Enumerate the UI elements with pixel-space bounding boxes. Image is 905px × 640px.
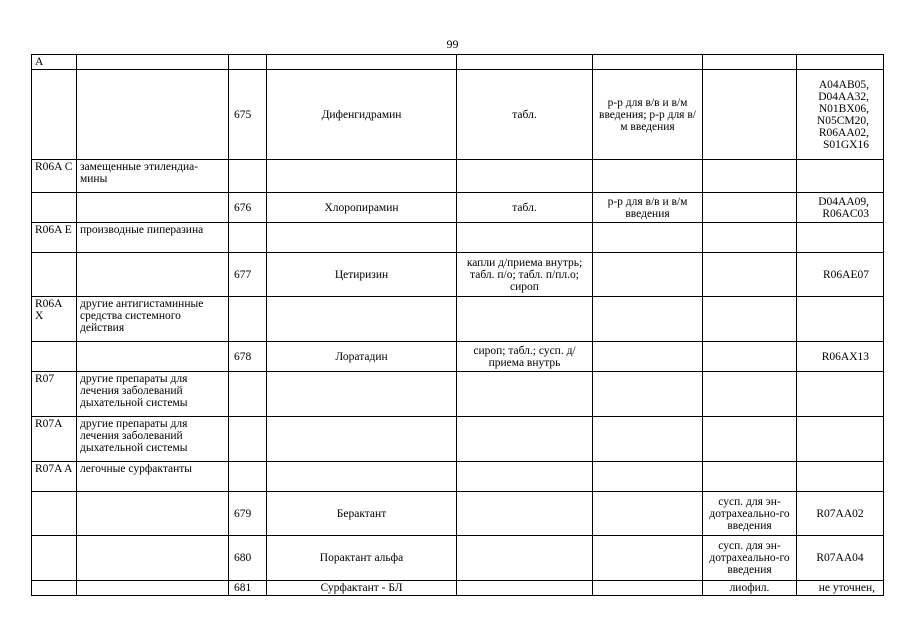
atc-code: R06AE07 xyxy=(797,253,884,297)
table-row xyxy=(32,297,884,342)
dosage-form-outpatient: сироп; табл.; сусп. д/приема внутрь xyxy=(457,342,593,372)
dosage-form-inpatient xyxy=(593,160,703,193)
dosage-form-special xyxy=(703,342,797,372)
dosage-form-outpatient xyxy=(457,417,593,462)
atc-group-code xyxy=(32,342,77,372)
dosage-form-outpatient xyxy=(457,297,593,342)
dosage-form-inpatient xyxy=(593,55,703,70)
dosage-form-outpatient: капли д/приема внутрь; табл. п/о; табл. п/пл.о; сироп xyxy=(457,253,593,297)
atc-group-code xyxy=(32,253,77,297)
drug-name xyxy=(267,160,457,193)
dosage-form-inpatient xyxy=(593,492,703,536)
dosage-form-inpatient xyxy=(593,223,703,253)
drug-name: Берактант xyxy=(267,492,457,536)
atc-code: A04AB05, D04AA32, N01BX06, N05CM20, R06AA02, S01GX16 xyxy=(797,70,884,160)
item-number: 678 xyxy=(229,342,267,372)
item-number: 679 xyxy=(229,492,267,536)
table-row xyxy=(32,70,884,160)
item-number: 675 xyxy=(229,70,267,160)
dosage-form-special xyxy=(703,55,797,70)
dosage-form-outpatient xyxy=(457,55,593,70)
table-row xyxy=(32,536,884,581)
dosage-form-special xyxy=(703,297,797,342)
table-row xyxy=(32,462,884,492)
table-row xyxy=(32,193,884,223)
table-row xyxy=(32,581,884,596)
dosage-form-inpatient xyxy=(593,253,703,297)
atc-group-code: R07A xyxy=(32,417,77,462)
drug-name xyxy=(267,417,457,462)
atc-code xyxy=(797,160,884,193)
atc-group-code xyxy=(32,492,77,536)
atc-group-code xyxy=(32,193,77,223)
atc-group-name: другие препараты для лечения заболеваний дыхательной системы xyxy=(77,372,229,417)
dosage-form-outpatient xyxy=(457,372,593,417)
dosage-form-inpatient xyxy=(593,372,703,417)
atc-group-code: R06A X xyxy=(32,297,77,342)
atc-code: R07AA04 xyxy=(797,536,884,581)
item-number xyxy=(229,297,267,342)
atc-group-name: другие препараты для лечения заболеваний дыхательной системы xyxy=(77,417,229,462)
atc-group-name xyxy=(77,70,229,160)
table-row xyxy=(32,55,884,70)
drug-name xyxy=(267,223,457,253)
atc-code xyxy=(797,55,884,70)
drug-name xyxy=(267,55,457,70)
item-number xyxy=(229,372,267,417)
item-number xyxy=(229,417,267,462)
dosage-form-special xyxy=(703,223,797,253)
dosage-form-outpatient xyxy=(457,492,593,536)
atc-code xyxy=(797,223,884,253)
dosage-form-special xyxy=(703,462,797,492)
atc-code xyxy=(797,372,884,417)
atc-code xyxy=(797,462,884,492)
drug-name xyxy=(267,462,457,492)
dosage-form-special xyxy=(703,70,797,160)
dosage-form-inpatient xyxy=(593,581,703,596)
dosage-form-outpatient xyxy=(457,536,593,581)
table-row xyxy=(32,160,884,193)
atc-group-name xyxy=(77,342,229,372)
page-number: 99 xyxy=(446,37,459,51)
table-row xyxy=(32,417,884,462)
dosage-form-inpatient xyxy=(593,342,703,372)
atc-code: D04AA09, R06AC03 xyxy=(797,193,884,223)
dosage-form-special: лиофил. xyxy=(703,581,797,596)
item-number xyxy=(229,55,267,70)
dosage-form-special: сусп. для эн-дотрахеально-го введения xyxy=(703,492,797,536)
item-number xyxy=(229,462,267,492)
atc-group-name: легочные сурфактанты xyxy=(77,462,229,492)
dosage-form-outpatient: табл. xyxy=(457,70,593,160)
dosage-form-special xyxy=(703,160,797,193)
atc-group-name xyxy=(77,253,229,297)
drug-name: Сурфактант - БЛ xyxy=(267,581,457,596)
atc-group-code xyxy=(32,581,77,596)
atc-group-code: R06A E xyxy=(32,223,77,253)
atc-group-code: R06A C xyxy=(32,160,77,193)
atc-group-name: другие антигистаминные средства системного действия xyxy=(77,297,229,342)
item-number xyxy=(229,160,267,193)
atc-group-name: производные пиперазина xyxy=(77,223,229,253)
dosage-form-inpatient xyxy=(593,536,703,581)
atc-group-name xyxy=(77,193,229,223)
item-number: 676 xyxy=(229,193,267,223)
atc-group-code xyxy=(32,536,77,581)
atc-code: R07AA02 xyxy=(797,492,884,536)
item-number: 677 xyxy=(229,253,267,297)
table-row xyxy=(32,372,884,417)
atc-code xyxy=(797,297,884,342)
dosage-form-inpatient xyxy=(593,462,703,492)
dosage-form-inpatient xyxy=(593,297,703,342)
atc-group-code: А xyxy=(32,55,77,70)
dosage-form-outpatient xyxy=(457,581,593,596)
drug-name: Порактант альфа xyxy=(267,536,457,581)
dosage-form-outpatient: табл. xyxy=(457,193,593,223)
table-row xyxy=(32,342,884,372)
atc-group-code xyxy=(32,70,77,160)
dosage-form-outpatient xyxy=(457,160,593,193)
item-number: 681 xyxy=(229,581,267,596)
atc-group-name xyxy=(77,492,229,536)
drug-name xyxy=(267,297,457,342)
item-number: 680 xyxy=(229,536,267,581)
drug-name: Дифенгидрамин xyxy=(267,70,457,160)
item-number xyxy=(229,223,267,253)
dosage-form-outpatient xyxy=(457,223,593,253)
atc-group-name: замещенные этилендиа-мины xyxy=(77,160,229,193)
drug-name xyxy=(267,372,457,417)
dosage-form-special: сусп. для эн-дотрахеально-го введения xyxy=(703,536,797,581)
atc-group-name xyxy=(77,581,229,596)
drug-name: Лоратадин xyxy=(267,342,457,372)
atc-group-name xyxy=(77,55,229,70)
drug-name: Хлоропирамин xyxy=(267,193,457,223)
atc-code: не уточнен, xyxy=(797,581,884,596)
atc-group-name xyxy=(77,536,229,581)
table-row xyxy=(32,253,884,297)
dosage-form-special xyxy=(703,417,797,462)
table-row xyxy=(32,223,884,253)
atc-group-code: R07 xyxy=(32,372,77,417)
dosage-form-special xyxy=(703,253,797,297)
atc-code: R06AX13 xyxy=(797,342,884,372)
dosage-form-outpatient xyxy=(457,462,593,492)
dosage-form-special xyxy=(703,193,797,223)
dosage-form-inpatient xyxy=(593,417,703,462)
dosage-form-special xyxy=(703,372,797,417)
dosage-form-inpatient: р-р для в/в и в/м введения xyxy=(593,193,703,223)
table-row xyxy=(32,492,884,536)
atc-group-code: R07A A xyxy=(32,462,77,492)
atc-code xyxy=(797,417,884,462)
dosage-form-inpatient: р-р для в/в и в/м введения; р-р для в/м введения xyxy=(593,70,703,160)
drug-name: Цетиризин xyxy=(267,253,457,297)
drug-classification-table xyxy=(31,54,884,596)
